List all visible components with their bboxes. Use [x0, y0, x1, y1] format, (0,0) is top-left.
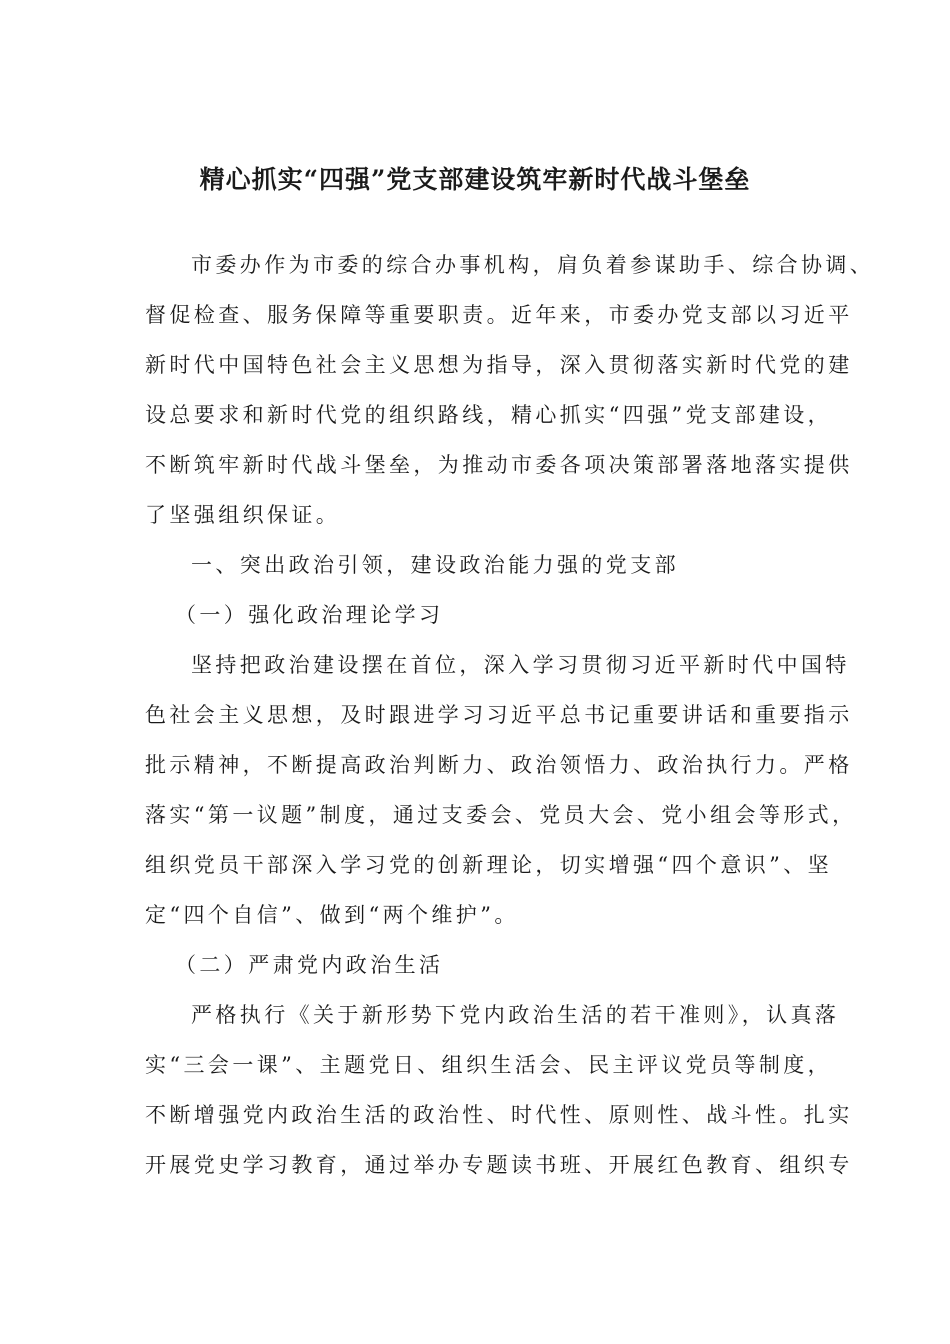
paragraph-line: 督促检查、服务保障等重要职责。近年来，市委办党支部以习近平 — [145, 303, 853, 327]
paragraph-line: 批示精神，不断提高政治判断力、政治领悟力、政治执行力。严格 — [145, 753, 853, 777]
paragraph-line: 市委办作为市委的综合办事机构，肩负着参谋助手、综合协调、 — [191, 253, 875, 277]
paragraph-line: 不断增强党内政治生活的政治性、时代性、原则性、战斗性。扎实 — [145, 1103, 853, 1127]
document-title: 精心抓实“四强”党支部建设筑牢新时代战斗堡垒 — [199, 165, 751, 194]
paragraph-line: 色社会主义思想，及时跟进学习习近平总书记重要讲话和重要指示 — [145, 703, 853, 727]
paragraph-line: 不断筑牢新时代战斗堡垒，为推动市委各项决策部署落地落实提供 — [145, 453, 853, 477]
paragraph-line: 实“三会一课”、主题党日、组织生活会、民主评议党员等制度， — [145, 1053, 833, 1077]
paragraph-line: 新时代中国特色社会主义思想为指导，深入贯彻落实新时代党的建 — [145, 353, 853, 377]
paragraph-line: 坚持把政治建设摆在首位，深入学习贯彻习近平新时代中国特 — [191, 653, 850, 677]
subsection-heading: （一）强化政治理论学习 — [175, 603, 444, 627]
paragraph-line: 落实“第一议题”制度，通过支委会、党员大会、党小组会等形式， — [145, 803, 857, 827]
paragraph-line: 定“四个自信”、做到“两个维护”。 — [145, 903, 519, 927]
paragraph-line: 了坚强组织保证。 — [145, 503, 341, 527]
paragraph-line: 设总要求和新时代党的组织路线，精心抓实“四强”党支部建设， — [145, 403, 833, 427]
section-heading: 一、突出政治引领，建设政治能力强的党支部 — [191, 553, 679, 577]
paragraph-line: 严格执行《关于新形势下党内政治生活的若干准则》，认真落 — [191, 1003, 840, 1027]
subsection-heading: （二）严肃党内政治生活 — [175, 953, 444, 977]
paragraph-line: 组织党员干部深入学习党的创新理论，切实增强“四个意识”、坚 — [145, 853, 833, 877]
paragraph-line: 开展党史学习教育，通过举办专题读书班、开展红色教育、组织专 — [145, 1153, 853, 1177]
document-body — [145, 240, 875, 1190]
